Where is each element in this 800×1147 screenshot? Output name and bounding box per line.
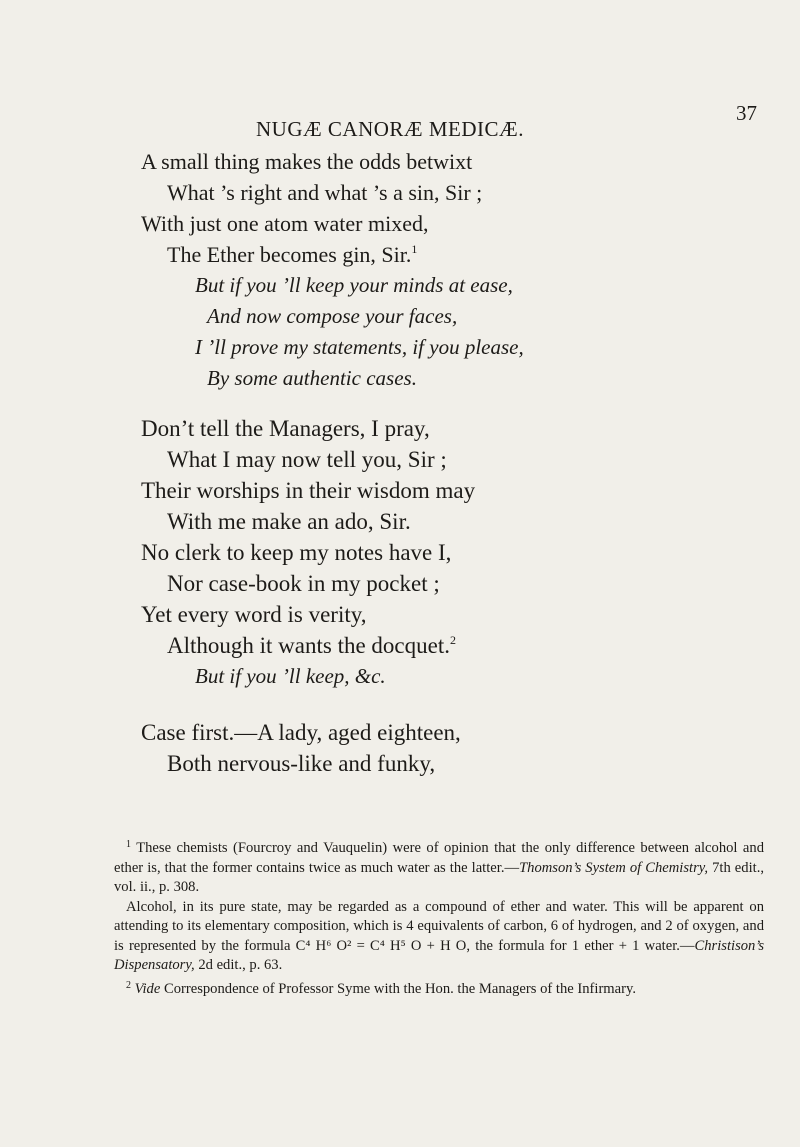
verse-line: The Ether becomes gin, Sir.$^1$ — [167, 242, 418, 267]
running-title: NUGÆ CANORÆ MEDICÆ. — [256, 117, 524, 141]
page-number: 37 — [736, 101, 757, 125]
chorus-refrain: But if you ’ll keep, &c. — [195, 664, 386, 688]
footnote-2: $^2$ Vide Correspondence of Professor Syme with the Hon. the Managers of the Infirmary. — [126, 979, 636, 997]
stanza-1 — [141, 146, 482, 270]
stanza-2 — [141, 413, 475, 692]
verse-line: With me make an ado, Sir. — [167, 509, 411, 534]
verse-line: Don’t tell the Managers, I pray, — [141, 416, 430, 441]
footnote-marker: 1 — [411, 242, 418, 256]
stanza-3 — [141, 717, 461, 779]
verse-line: Although it wants the docquet.$^2$ — [167, 633, 456, 658]
verse-line: What ’s right and what ’s a sin, Sir ; — [167, 180, 483, 205]
chorus-line: I ’ll prove my statements, if you please, — [195, 335, 524, 359]
verse-line: Case first.—A lady, aged eighteen, — [141, 720, 461, 745]
verse-line: A small thing makes the odds betwixt — [141, 149, 473, 174]
verse-line: What I may now tell you, Sir ; — [167, 447, 447, 472]
footnotes — [114, 835, 764, 999]
verse-line: No clerk to keep my notes have I, — [141, 540, 452, 565]
chorus-line: And now compose your faces, — [207, 304, 458, 328]
chorus-line: But if you ’ll keep your minds at ease, — [195, 273, 513, 297]
footnote-1: $^1$ These chemists (Fourcroy and Vauquelin) were of opinion that the only difference between alcohol and ether is, that the former contains twice as much water as the latter.—Thomson’s System of Chemistry, 7th edit., vol. ii., p. 308. Alcohol, in its pure state, may be regarded as a compound of ether and water. This will be apparent on attending to its elementary composition, which is 4 equivalents of carbon, 6 of hydrogen, and 2 of oxygen, and is represented by the formula C⁴ H⁶ O² = C⁴ H⁵ O + H O, the formula for 1 ether + 1 water.—Christison’s Dispensatory, 2d edit., p. 63. — [114, 839, 764, 973]
chorus — [141, 270, 524, 394]
verse-line: Their worships in their wisdom may — [141, 478, 476, 503]
verse-line: Nor case-book in my pocket ; — [167, 571, 440, 596]
verse-line: Yet every word is verity, — [141, 602, 367, 627]
verse-line: Both nervous-like and funky, — [167, 751, 436, 776]
footnote-marker: 2 — [450, 633, 456, 647]
chorus-line: By some authentic cases. — [207, 366, 417, 390]
verse-line: With just one atom water mixed, — [141, 211, 429, 236]
